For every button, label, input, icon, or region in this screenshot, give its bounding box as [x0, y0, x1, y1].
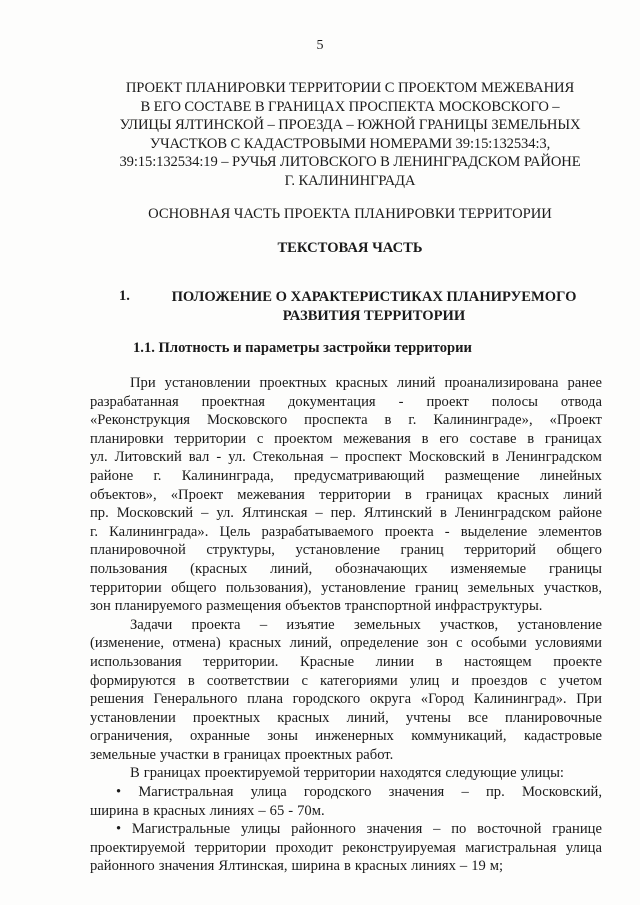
body-line [90, 430, 602, 449]
body-word: Калининград». [473, 691, 567, 708]
body-word: общего [556, 542, 602, 559]
body-word: в [421, 430, 429, 447]
body-word: линий, [346, 709, 389, 726]
body-word: планировочные [505, 709, 602, 726]
body-word: пользования [90, 560, 168, 577]
body-word: в [439, 505, 447, 522]
body-word: округа [369, 691, 412, 708]
body-word: красных [335, 375, 388, 391]
body-word: инженерных [315, 728, 394, 745]
body-word: территорий [464, 542, 536, 559]
body-word: составе [469, 430, 517, 447]
body-word: в [344, 858, 351, 875]
body-word: в [435, 653, 443, 670]
body-word: отвода [560, 393, 602, 410]
body-word: размещение [444, 467, 520, 484]
document-title-line: Г. КАЛИНИНГРАДА [284, 172, 416, 189]
body-word: В [130, 765, 140, 782]
body-word: территории [319, 486, 391, 503]
body-word: красных [229, 635, 282, 652]
body-line [90, 690, 602, 709]
body-word: в [384, 412, 392, 429]
body-word: восточной [477, 821, 542, 838]
body-word: по [451, 821, 467, 838]
body-word: г. [90, 523, 98, 540]
body-word: г. [408, 412, 417, 429]
document-title-line: В ЕГО СОСТАВЕ В ГРАНИЦАХ ПРОСПЕКТА МОСКОВСКОГО – [140, 98, 560, 115]
part-title: ТЕКСТОВАЯ ЧАСТЬ [277, 240, 423, 256]
chapter-title [154, 288, 594, 325]
body-word: магистральная [465, 839, 557, 856]
body-word: районе [558, 505, 602, 522]
body-word: Литовский [114, 449, 182, 466]
body-word: охранные [189, 728, 250, 745]
body-word: участков, [543, 579, 602, 596]
body-word: территории [174, 430, 247, 447]
body-word: элементов [538, 523, 602, 540]
body-word: в [404, 486, 412, 503]
body-word: все [468, 709, 488, 726]
body-word: – [330, 449, 338, 466]
body-word: планировочной [90, 542, 186, 559]
body-word: 70м. [297, 802, 325, 819]
body-line [90, 486, 602, 505]
body-line [90, 727, 602, 746]
body-line [90, 541, 602, 560]
body-word: ширина [291, 858, 340, 875]
body-word: объектов», [90, 486, 157, 503]
body-word: в [142, 802, 150, 819]
body-word: ул. [228, 449, 246, 466]
body-word: планировки [90, 430, 164, 447]
body-word: Московский [408, 449, 486, 466]
body-word: улицы: [520, 765, 564, 782]
body-word: городского [303, 784, 372, 801]
body-word: г. [153, 467, 162, 484]
body-line [90, 597, 602, 616]
body-word: При [130, 375, 156, 391]
body-line [90, 802, 602, 821]
body-word: пер. [330, 505, 356, 522]
body-word: • [116, 784, 122, 801]
body-word: с [456, 635, 463, 652]
body-word: – [315, 505, 323, 522]
body-word: выделение [460, 523, 528, 540]
body-word: границы [548, 560, 602, 577]
page-number: 5 [316, 38, 324, 53]
body-word: границах [223, 746, 281, 763]
body-word: объектов [285, 598, 341, 615]
body-line [90, 504, 602, 523]
body-line [90, 579, 602, 598]
body-word: категориями [320, 672, 398, 689]
body-word: с [301, 672, 308, 689]
body-word: – [461, 784, 469, 801]
body-word: – [433, 821, 441, 838]
body-word: районного [291, 821, 356, 838]
body-word: Московского [206, 412, 288, 429]
body-word: инфраструктуры. [435, 598, 543, 615]
body-word: – [259, 616, 268, 633]
body-word: линейных [539, 467, 602, 484]
body-word: в [527, 430, 535, 447]
body-word: установление [517, 616, 602, 633]
body-word: пр. [485, 784, 505, 801]
body-word: проспект [344, 449, 402, 466]
body-line [90, 783, 602, 802]
body-word: зоны [267, 728, 298, 745]
body-word: - [288, 802, 294, 819]
body-line [90, 560, 602, 579]
body-line [90, 374, 602, 393]
body-word: «Проект [170, 486, 224, 503]
body-word: его [439, 430, 459, 447]
body-word: Ялтинская, [218, 858, 288, 875]
body-word: Ленинградском [505, 449, 602, 466]
body-word: с [256, 430, 264, 447]
body-word: значения [388, 784, 445, 801]
body-word: общего [171, 579, 217, 596]
body-word: территории. [203, 653, 279, 670]
body-word: Цель [219, 523, 251, 540]
body-word: Московский [116, 505, 194, 522]
body-word: установлении [90, 709, 176, 726]
body-word: в [492, 449, 499, 466]
body-word: проектируемой [204, 765, 300, 782]
body-word: - [398, 393, 404, 410]
body-word: (красных [190, 560, 248, 577]
body-word: территории [194, 839, 267, 856]
body-word: границах [544, 430, 602, 447]
body-word: Калининграде», [433, 412, 533, 429]
body-word: границ [415, 579, 459, 596]
body-word: установлении [164, 375, 251, 391]
body-line [90, 746, 602, 765]
body-word: документация [288, 393, 376, 410]
body-word: проектная [201, 393, 266, 410]
body-line [90, 653, 602, 672]
document-title [90, 79, 610, 191]
body-word: земельных [353, 616, 421, 633]
body-word: 19 [471, 858, 486, 875]
body-word: Магистральные [131, 821, 231, 838]
body-word: – [258, 802, 266, 819]
body-word: красных [496, 486, 550, 503]
body-word: в [187, 672, 195, 689]
body-word: проходит [275, 839, 333, 856]
body-word: улицы [240, 821, 281, 838]
body-word: зон [90, 598, 111, 615]
body-line [90, 820, 602, 839]
body-word: Калининграда, [181, 467, 274, 484]
body-word: предусматривающий [294, 467, 425, 484]
body-word: формируются [90, 672, 176, 689]
body-word: линий, [270, 560, 313, 577]
body-word: земельных [467, 579, 535, 596]
body-word: границах [143, 765, 201, 782]
body-word: пользования), [225, 579, 312, 596]
body-word: городского [292, 691, 361, 708]
body-word: решения [90, 691, 144, 708]
body-word: ранее [567, 375, 602, 391]
body-word: полосы [491, 393, 538, 410]
body-word: изменяемые [450, 560, 527, 577]
body-word: кадастровые [523, 728, 602, 745]
body-word: проанализирована [444, 375, 559, 391]
body-word: улица [250, 784, 287, 801]
body-word: плана [247, 691, 283, 708]
body-word: установление [321, 579, 406, 596]
body-line [90, 839, 602, 858]
body-word: ограничения, [90, 728, 173, 745]
body-word: разрабатываемого [261, 523, 374, 540]
body-word: – [201, 505, 209, 522]
body-word: земельные [90, 746, 156, 763]
body-line [90, 467, 602, 486]
body-word: проектных [192, 709, 261, 726]
body-line [90, 616, 602, 635]
chapter-title-line: РАЗВИТИЯ ТЕРРИТОРИИ [282, 307, 466, 324]
body-word: линий [396, 375, 436, 391]
body-word: значения [158, 858, 215, 875]
body-word: обозначающих [335, 560, 428, 577]
body-word: ул. [90, 449, 108, 466]
body-word: линии [375, 653, 415, 670]
body-word: «Проект [549, 412, 602, 429]
body-word: Ленинградском [454, 505, 551, 522]
body-word: в [212, 746, 220, 763]
body-word: размещения [206, 598, 282, 615]
body-word: находятся [379, 765, 442, 782]
body-word: проспекта [304, 412, 368, 429]
body-word: границе [552, 821, 602, 838]
body-word: Ялтинская [241, 505, 308, 522]
body-word: – [459, 858, 468, 875]
body-word: проект [426, 393, 469, 410]
body-word: границах [425, 486, 483, 503]
body-word: условиями [535, 635, 602, 652]
document-title-line: УЧАСТКОВ С КАДАСТРОВЫМИ НОМЕРАМИ 39:15:132534:3, [149, 135, 551, 152]
body-line [90, 523, 602, 542]
body-word: вал [188, 449, 210, 466]
body-word: значения [366, 821, 423, 838]
chapter-title-line: ПОЛОЖЕНИЕ О ХАРАКТЕРИСТИКАХ ПЛАНИРУЕМОГО [171, 289, 577, 305]
body-word: разрабатанная [90, 393, 179, 410]
body-word: улица [565, 839, 602, 856]
body-word: Магистральная [138, 784, 234, 801]
body-word: улиц [409, 672, 440, 689]
body-word: реконструируемая [342, 839, 456, 856]
body-word: районного [90, 858, 155, 875]
body-line [90, 448, 602, 467]
body-word: изъятие [286, 616, 335, 633]
body-word: территории [90, 579, 162, 596]
body-word: соответствии [206, 672, 290, 689]
body-text [90, 374, 602, 876]
body-word: определение [340, 635, 419, 652]
body-word: - [444, 523, 450, 540]
body-word: межевания [237, 486, 305, 503]
body-word: проекте [553, 653, 602, 670]
body-word: Задачи [130, 616, 173, 633]
body-line [90, 672, 602, 691]
body-word: красных [277, 709, 330, 726]
body-word: и [451, 672, 460, 689]
body-word: настоящем [464, 653, 532, 670]
body-word: учтены [405, 709, 451, 726]
body-word: границ [400, 542, 444, 559]
document-title-line: 39:15:132534:19 – РУЧЬЯ ЛИТОВСКОГО В ЛЕНИНГРАДСКОМ РАЙОНЕ [119, 154, 581, 171]
body-line [90, 634, 602, 653]
body-word: проекта [191, 616, 241, 633]
body-word: транспортной [344, 598, 431, 615]
body-word: коммуникаций, [411, 728, 507, 745]
body-word: структуры, [206, 542, 275, 559]
body-line [90, 764, 602, 783]
body-word: следующие [445, 765, 517, 782]
chapter-number: 1. [119, 288, 130, 304]
body-word: с [539, 672, 547, 689]
body-word: проектных [284, 746, 352, 763]
document-title-line: ПРОЕКТ ПЛАНИРОВКИ ТЕРРИТОРИИ С ПРОЕКТОМ МЕЖЕВАНИЯ [125, 80, 575, 96]
body-word: ул. [216, 505, 234, 522]
body-word: зон [427, 635, 448, 652]
body-word: использования [90, 653, 182, 670]
subsection-title: 1.1. Плотность и параметры застройки территории [133, 340, 472, 356]
body-word: линий [563, 486, 602, 503]
body-word: «Город [420, 691, 465, 708]
body-word: отмена) [172, 635, 221, 652]
body-word: работ. [356, 746, 394, 763]
body-word: Генерального [153, 691, 238, 708]
body-word: красных [354, 858, 408, 875]
body-word: Ялтинский [363, 505, 433, 522]
body-word: планируемого [114, 598, 203, 615]
body-word: установление [295, 542, 380, 559]
body-word: ширина [90, 802, 139, 819]
body-word: территории [303, 765, 376, 782]
body-word: проектных [259, 375, 327, 391]
section-title: ОСНОВНАЯ ЧАСТЬ ПРОЕКТА ПЛАНИРОВКИ ТЕРРИТОРИИ [148, 206, 552, 222]
body-word: (изменение, [90, 635, 164, 652]
body-line [90, 393, 602, 412]
body-word: районе [90, 467, 134, 484]
body-word: При [576, 691, 602, 708]
body-word: учетом [558, 672, 602, 689]
document-title-line: УЛИЦЫ ЯЛТИНСКОЙ – ПРОЕЗДА – ЮЖНОЙ ГРАНИЦЫ ЗЕМЕЛЬНЫХ [119, 117, 581, 134]
body-line [90, 857, 602, 876]
body-word: проекта [384, 523, 434, 540]
body-word: пр. [90, 505, 109, 522]
body-word: проектируемой [90, 839, 186, 856]
body-word: участки [160, 746, 209, 763]
body-word: 65 [269, 802, 285, 819]
body-word: Красные [299, 653, 355, 670]
body-word: м; [489, 858, 504, 875]
body-word: особыми [471, 635, 527, 652]
body-word: • [116, 821, 122, 838]
body-word: участков, [440, 616, 499, 633]
body-line [90, 411, 602, 430]
body-word: проектом [274, 430, 333, 447]
body-word: красных [153, 802, 206, 819]
body-word: линиях [209, 802, 255, 819]
body-line [90, 709, 602, 728]
body-word: Калининграда». [109, 523, 209, 540]
body-word: «Реконструкция [90, 412, 191, 429]
body-word: линий, [289, 635, 332, 652]
body-word: Стекольная [252, 449, 324, 466]
body-word: Московский, [521, 784, 602, 801]
body-word: линиях [411, 858, 456, 875]
body-word: межевания [343, 430, 411, 447]
body-word: - [216, 449, 222, 466]
body-word: проездов [471, 672, 528, 689]
